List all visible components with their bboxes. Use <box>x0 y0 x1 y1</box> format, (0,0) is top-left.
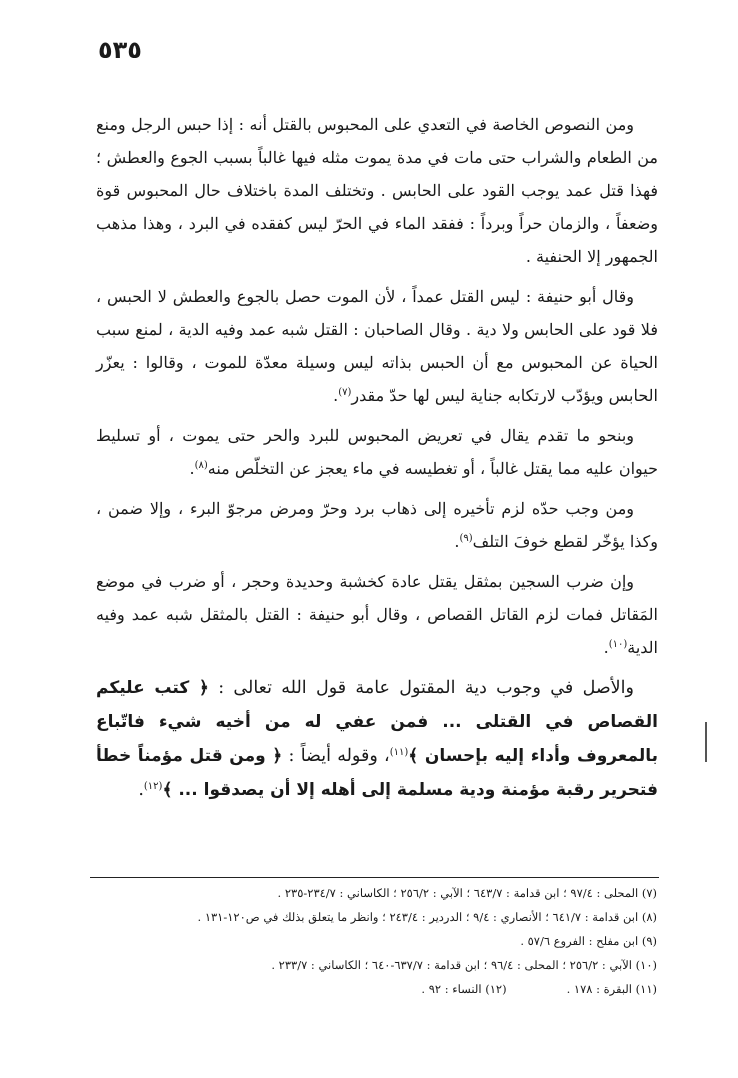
paragraph-text: ومن وجب حدّه لزم تأخيره إلى ذهاب برد وحرّ ومرض مرجوّ البرء ، وإلا ضمن ، وكذا يؤخّر لقطع خوفَ التلف <box>96 499 658 551</box>
verse-middle: ، وقوله أيضاً : <box>288 746 390 766</box>
paragraph-text: وإن ضرب السجين بمثقل يقتل عادة كخشبة وحديدة وحجر ، أو ضرب في موضع المَقاتل فمات لزم القاتل القصاص ، وقال أبو حنيفة : القتل بالمثقل شبه عمد وفيه الدية <box>96 572 658 657</box>
paragraph-4 <box>96 492 658 558</box>
paragraph-end: . <box>603 638 609 657</box>
margin-mark <box>705 722 707 762</box>
paragraph-end: . <box>454 532 460 551</box>
paragraph-3 <box>96 419 658 485</box>
footnote-11: (١١) البقرة : ١٧٨ . <box>566 982 657 996</box>
paragraph-end: . <box>189 459 195 478</box>
paragraph-1 <box>96 108 658 273</box>
paragraph-text: ومن النصوص الخاصة في التعدي على المحبوس بالقتل أنه : إذا حبس الرجل ومنع من الطعام والشراب حتى مات في مدة يموت مثله فيها غالباً بسبب الجوع والعطش ؛ فهذا قتل عمد يوجب القود على الحابس . وتختلف المدة باختلاف حال المحبوس قوة وضعفاً ، والزمان حراً وبرداً : ففقد الماء في الحرّ ليس كفقده في البرد ، وهذا مذهب الجمهور إلا الحنفية . <box>96 115 658 266</box>
footnote-ref: (١٢) <box>143 781 163 792</box>
footnote-row <box>90 977 657 1001</box>
paragraph-end: . <box>333 386 339 405</box>
footnote-ref: (٨) <box>194 460 208 471</box>
footnote-8: (٨) ابن قدامة : ٦٤١/٧ ؛ الأنصاري : ٩/٤ ؛ الدردير : ٢٤٣/٤ ؛ وانظر ما يتعلق بذلك في ص١٢٠-١٣١ . <box>197 910 657 924</box>
footnote-9: (٩) ابن مفلح : الفروع ٥٧/٦ . <box>520 934 657 948</box>
paragraph-2 <box>96 280 658 412</box>
paragraph-end: . <box>138 780 144 800</box>
footnote-ref: (١٠) <box>608 639 628 650</box>
quran-verse-2: ﴿ ومن قتل مؤمناً خطأ فتحرير رقبة مؤمنة ودية مسلمة إلى أهله إلا أن يصدقوا ... ﴾ <box>96 746 658 800</box>
page-number: ٥٣٥ <box>98 36 142 64</box>
quran-verse-1: ﴿ كتب عليكم القصاص في القتلى ... فمن عفي له من أخيه شيء فاتّباع بالمعروف وأداء إليه بإحسان ﴾ <box>96 678 658 766</box>
paragraph-text: وبنحو ما تقدم يقال في تعريض المحبوس للبرد والحر حتى يموت ، أو تسليط حيوان عليه مما يقتل غالباً ، أو تغطيسه في ماء يعجز عن التخلّص منه <box>96 426 658 478</box>
footnote-12: (١٢) النساء : ٩٢ . <box>421 982 507 996</box>
main-text <box>96 108 658 814</box>
verse-intro: والأصل في وجوب دية المقتول عامة قول الله تعالى : <box>218 678 634 698</box>
paragraph-5 <box>96 565 658 664</box>
footnote-separator <box>90 877 659 878</box>
footnote-7: (٧) المحلى : ٩٧/٤ ؛ ابن قدامة : ٦٤٣/٧ ؛ الآبي : ٢٥٦/٢ ؛ الكاساني : ٢٣٤/٧-٢٣٥ . <box>277 886 657 900</box>
paragraph-text: وقال أبو حنيفة : ليس القتل عمداً ، لأن الموت حصل بالجوع والعطش لا الحبس ، فلا قود على الحابس ولا دية . وقال الصاحبان : القتل شبه عمد وفيه الدية ، لمنع سبب الحياة عن المحبوس مع أن الحبس بذاته ليس وسيلة معدّة للموت ، وقالوا : يعزّر الحابس ويؤدّب لارتكابه جناية ليس لها حدّ مقدر <box>96 287 659 405</box>
footnotes <box>90 881 657 1001</box>
footnote-ref: (١١) <box>389 747 409 758</box>
footnote-ref: (٩) <box>459 533 473 544</box>
paragraph-verses <box>96 671 658 807</box>
footnote-10: (١٠) الآبي : ٢٥٦/٢ ؛ المحلى : ٩٦/٤ ؛ ابن قدامة : ٦٣٧/٧-٦٤٠ ؛ الكاساني : ٢٣٣/٧ . <box>271 958 657 972</box>
footnote-ref: (٧) <box>338 387 352 398</box>
